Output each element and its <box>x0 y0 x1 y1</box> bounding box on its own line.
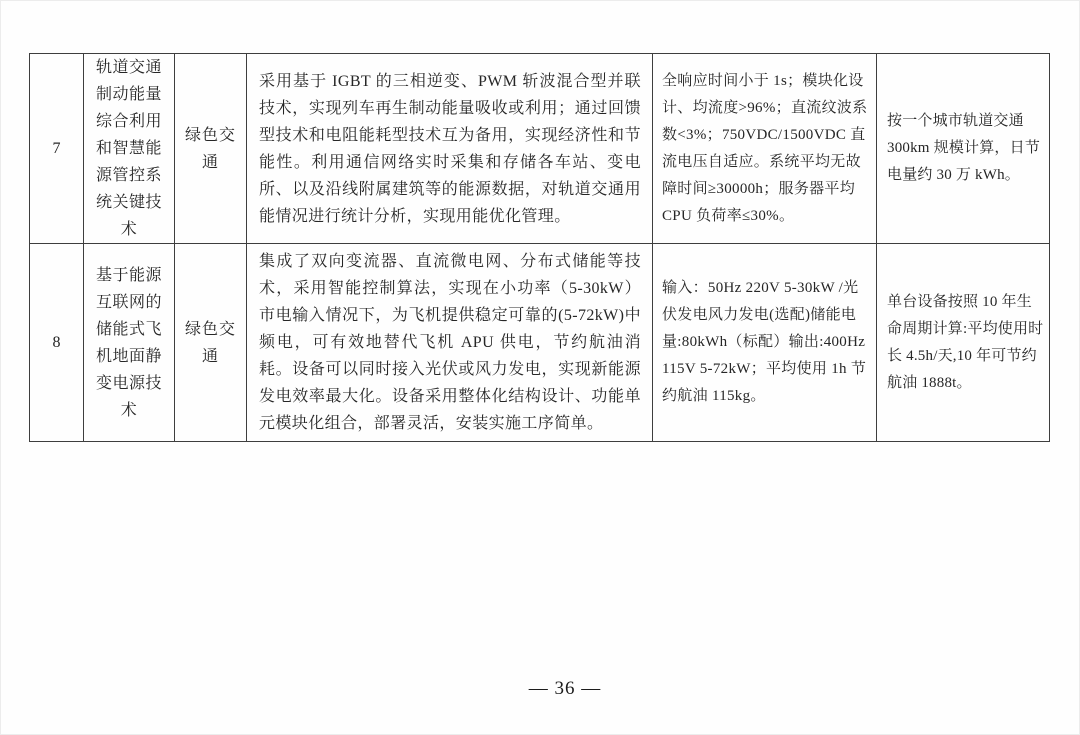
description-cell: 集成了双向变流器、直流微电网、分布式储能等技术，采用智能控制算法，实现在小功率（5-30kW）市电输入情况下，为飞机提供稳定可靠的(5-72kW)中频电，可有效地替代飞机 APU 供电，节约航油消耗。设备可以同时接入光伏或风力发电，实现新能源发电效率最大化。设备采用整体化结构设计、功能单元模块化组合，部署灵活，安装实施工序简单。 <box>247 244 653 442</box>
table-row <box>30 244 1050 442</box>
specs-cell: 输入：50Hz 220V 5-30kW /光伏发电风力发电(选配)储能电量:80kWh（标配）输出:400Hz 115V 5-72kW；平均使用 1h 节约航油 115kg。 <box>653 244 877 442</box>
row-number-cell: 8 <box>30 244 84 442</box>
page-number: — 36 — <box>528 678 602 699</box>
tech-name-cell: 基于能源互联网的储能式飞机地面静变电源技术 <box>84 244 175 442</box>
benefit-cell: 按一个城市轨道交通 300km 规模计算，日节电量约 30 万 kWh。 <box>877 54 1050 244</box>
category-cell: 绿色交通 <box>175 244 247 442</box>
table-row <box>30 54 1050 244</box>
category-cell: 绿色交通 <box>175 54 247 244</box>
tech-name-cell: 轨道交通制动能量综合利用和智慧能源管控系统关键技术 <box>84 54 175 244</box>
benefit-cell: 单台设备按照 10 年生命周期计算:平均使用时长 4.5h/天,10 年可节约航油 1888t。 <box>877 244 1050 442</box>
technology-table <box>29 53 1050 442</box>
specs-cell: 全响应时间小于 1s；模块化设计、均流度>96%；直流纹波系数<3%；750VDC/1500VDC 直流电压自适应。系统平均无故障时间≥30000h；服务器平均 CPU 负荷率≤30%。 <box>653 54 877 244</box>
description-cell: 采用基于 IGBT 的三相逆变、PWM 斩波混合型并联技术，实现列车再生制动能量吸收或利用；通过回馈型技术和电阻能耗型技术互为备用，实现经济性和节能性。利用通信网络实时采集和存储各车站、变电所、以及沿线附属建筑等的能源数据，对轨道交通用能情况进行统计分析，实现用能优化管理。 <box>247 54 653 244</box>
row-number-cell: 7 <box>30 54 84 244</box>
